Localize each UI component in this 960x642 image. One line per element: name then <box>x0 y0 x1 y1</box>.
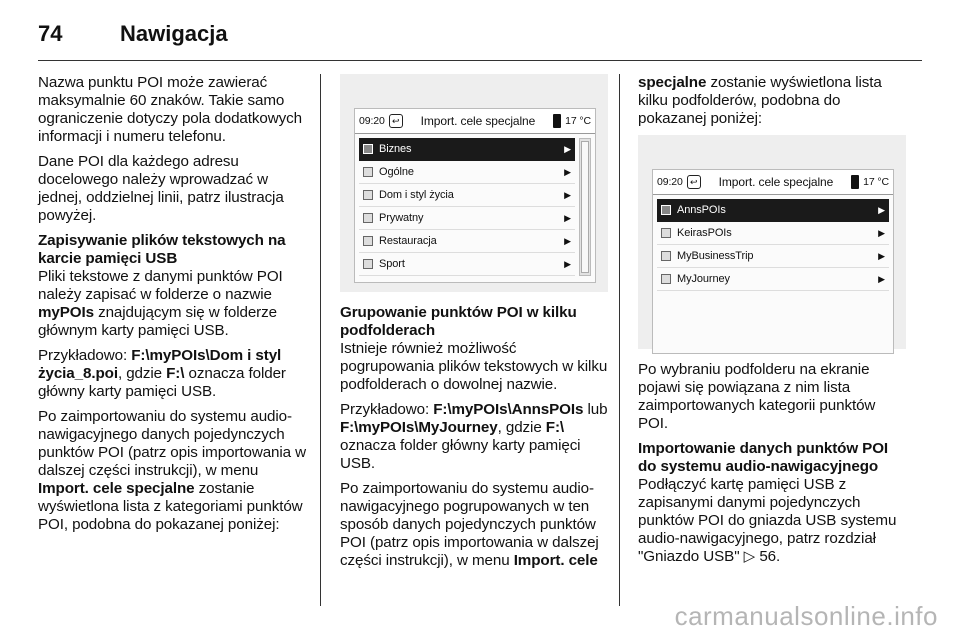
column-divider-2 <box>619 74 620 606</box>
folder-icon <box>363 259 373 269</box>
subfolder-list <box>657 199 889 291</box>
paragraph-subfolder-selected: Po wybraniu podfolderu na ekranie pojawi się powiązana z nim lista zaimportowanych kategorii punktów POI. <box>638 361 876 432</box>
page-header <box>38 14 228 54</box>
back-icon[interactable]: ↩ <box>687 175 701 189</box>
paragraph-subfolder-example: Przykładowo: F:\myPOIs\AnnsPOIs lub F:\myPOIs\MyJourney, gdzie F:\ oznacza folder główny karty pamięci USB. <box>340 401 608 472</box>
phone-icon <box>553 114 561 128</box>
list-item[interactable]: AnnsPOIs ▶ <box>657 199 889 222</box>
back-icon[interactable]: ↩ <box>389 114 403 128</box>
infotainment-screen <box>652 169 894 354</box>
chapter-title: Nawigacja <box>120 21 228 46</box>
arrow-right-icon: ▶ <box>564 212 571 223</box>
screen-status-bar <box>355 109 595 134</box>
arrow-right-icon: ▶ <box>564 166 571 177</box>
list-item[interactable]: Ogólne ▶ <box>359 161 575 184</box>
list-item[interactable]: MyJourney ▶ <box>657 268 889 291</box>
screenshot-subfolders <box>638 135 906 349</box>
paragraph-example-path: Przykładowo: F:\myPOIs\Dom i styl życia_8.poi, gdzie F:\ oznacza folder główny karty pamięci USB. <box>38 347 286 400</box>
folder-icon <box>363 167 373 177</box>
arrow-right-icon: ▶ <box>564 258 571 269</box>
arrow-right-icon: ▶ <box>878 250 885 261</box>
paragraph-poi-lines: Dane POI dla każdego adresu docelowego należy wprowadzać w jednej, oddzielnej linii, patrz ilustracja powyżej. <box>38 153 284 224</box>
paragraph-save-folder: Pliki tekstowe z danymi punktów POI należy zapisać w folderze o nazwie myPOIs znajdującym się w folderze głównym karty pamięci USB. <box>38 268 283 339</box>
scrollbar[interactable] <box>579 138 591 276</box>
list-item[interactable]: MyBusinessTrip ▶ <box>657 245 889 268</box>
column-3 <box>638 74 906 573</box>
clock: 09:20 <box>359 114 385 127</box>
paragraph-group-possibility: Istnieje również możliwość pogrupowania plików tekstowych w kilku podfolderach o dowolnej nazwie. <box>340 340 608 393</box>
folder-icon <box>363 236 373 246</box>
folder-icon <box>661 205 671 215</box>
heading-group-subfolders: Grupowanie punktów POI w kilku podfolderach <box>340 304 577 339</box>
list-item[interactable]: Restauracja ▶ <box>359 230 575 253</box>
temperature: 17 °C <box>565 114 591 127</box>
paragraph-import-list: Po zaimportowaniu do systemu audio-nawigacyjnego danych pojedynczych punktów POI (patrz opis importowania w dalszej części instrukcji), w menu Import. cele specjalne zostanie wyświetlona lista z kategoriami punktów POI, podobna do pokazanej poniżej: <box>38 408 307 533</box>
arrow-right-icon: ▶ <box>564 235 571 246</box>
arrow-right-icon: ▶ <box>564 143 571 154</box>
paragraph-subfolder-list: specjalne zostanie wyświetlona lista kilku podfolderów, podobna do pokazanej poniżej: <box>638 74 882 127</box>
paragraph-grouped-import: Po zaimportowaniu do systemu audio-nawigacyjnego pogrupowanych w ten sposób danych pojedynczych punktów POI (patrz opis importowania w dalszej części instrukcji), w menu Import. cele <box>340 480 599 569</box>
temperature: 17 °C <box>863 175 889 188</box>
heading-save-usb: Zapisywanie plików tekstowych na karcie pamięci USB <box>38 232 286 267</box>
list-item[interactable]: Dom i styl życia ▶ <box>359 184 575 207</box>
folder-icon <box>661 251 671 261</box>
arrow-right-icon: ▶ <box>878 204 885 215</box>
folder-icon <box>661 274 671 284</box>
paragraph-poi-name-limit: Nazwa punktu POI może zawierać maksymalnie 60 znaków. Takie samo ograniczenie dotyczy pola dodatkowych informacji i numeru telefonu. <box>38 74 302 145</box>
watermark: carmanualsonline.info <box>674 601 938 631</box>
folder-icon <box>363 190 373 200</box>
column-2 <box>340 74 608 577</box>
arrow-right-icon: ▶ <box>878 273 885 284</box>
screen-title: Import. cele specjalne <box>420 113 536 128</box>
category-list <box>359 138 575 276</box>
folder-icon <box>661 228 671 238</box>
screen-body <box>355 134 595 282</box>
header-rule <box>38 60 922 61</box>
arrow-right-icon: ▶ <box>878 227 885 238</box>
screen-title: Import. cele specjalne <box>718 174 834 189</box>
list-item[interactable]: Sport ▶ <box>359 253 575 276</box>
list-item[interactable]: KeirasPOIs ▶ <box>657 222 889 245</box>
page-number: 74 <box>38 21 63 46</box>
column-divider-1 <box>320 74 321 606</box>
paragraph-connect-usb: Podłączyć kartę pamięci USB z zapisanymi danymi pojedynczych punktów POI do gniazda USB systemu audio-nawigacyjnego, patrz rozdział "Gniazdo USB" ▷ 56. <box>638 476 897 565</box>
list-item[interactable]: Biznes ▶ <box>359 138 575 161</box>
phone-icon <box>851 175 859 189</box>
screen-body <box>653 195 893 353</box>
folder-icon <box>363 144 373 154</box>
list-item[interactable]: Prywatny ▶ <box>359 207 575 230</box>
arrow-right-icon: ▶ <box>564 189 571 200</box>
folder-icon <box>363 213 373 223</box>
screen-status-bar <box>653 170 893 195</box>
page-reference[interactable]: 56. <box>759 548 781 565</box>
clock: 09:20 <box>657 175 683 188</box>
screenshot-categories <box>340 74 608 292</box>
scrollbar-thumb[interactable] <box>581 141 589 273</box>
heading-import-poi: Importowanie danych punktów POI do systemu audio-nawigacyjnego <box>638 440 889 475</box>
infotainment-screen <box>354 108 596 283</box>
column-1 <box>38 74 306 541</box>
page-ref-icon: ▷ <box>743 548 760 565</box>
